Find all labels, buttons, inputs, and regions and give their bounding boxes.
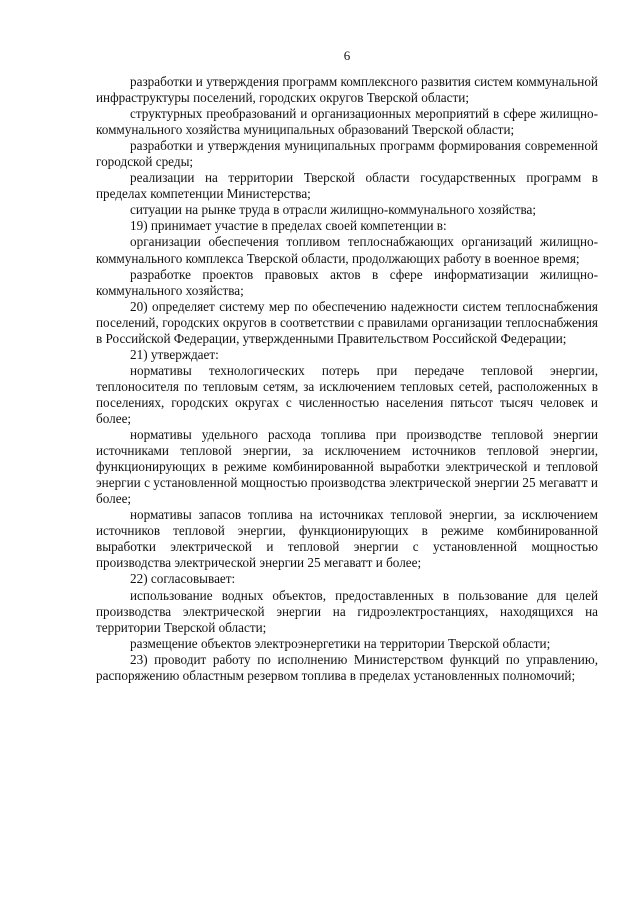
paragraph-fuel-supply: организации обеспечения топливом теплоснабжающих организаций жилищно-коммунального комплекса Тверской области, продолжающих работу в военное время; bbox=[96, 234, 598, 266]
paragraph-urban-environment-programs: разработки и утверждения муниципальных программ формирования современной городской среды; bbox=[96, 138, 598, 170]
paragraph-water-bodies: использование водных объектов, предоставленных в пользование для целей производства электрической энергии на гидроэлектростанциях, находящихся на территории Тверской области; bbox=[96, 587, 598, 635]
paragraph-item-23: 23) проводит работу по исполнению Министерством функций по управлению, распоряжению областным резервом топлива в пределах установленных полномочий; bbox=[96, 651, 598, 683]
paragraph-fuel-reserve-norms: нормативы запасов топлива на источниках тепловой энергии, за исключением источников тепловой энергии, функционирующих в режиме комбинированной выработки электрической и тепловой энергии с установленной мощностью производства электрической энергии 25 мегаватт и более; bbox=[96, 507, 598, 571]
paragraph-fuel-consumption-norms: нормативы удельного расхода топлива при производстве тепловой энергии источниками тепловой энергии, за исключением источников тепловой энергии, функционирующих в режиме комбинированной выработки электрической и тепловой энергии с установленной мощностью производства электрической энергии 25 мегаватт и более; bbox=[96, 427, 598, 507]
paragraph-item-21: 21) утверждает: bbox=[130, 346, 219, 362]
paragraph-informatization-acts: разработке проектов правовых актов в сфере информатизации жилищно-коммунального хозяйства; bbox=[96, 266, 598, 298]
paragraph-item-20: 20) определяет систему мер по обеспечению надежности систем теплоснабжения поселений, городских округов в соответствии с правилами организации теплоснабжения в Российской Федерации, утвержденными Правительством Российской Федерации; bbox=[96, 298, 598, 346]
paragraph-structural-reforms: структурных преобразований и организационных мероприятий в сфере жилищно-коммунального хозяйства муниципальных образований Тверской области; bbox=[96, 106, 598, 138]
document-page bbox=[96, 0, 598, 905]
paragraph-labor-market: ситуации на рынке труда в отрасли жилищно-коммунального хозяйства; bbox=[130, 202, 537, 218]
paragraph-state-programs: реализации на территории Тверской области государственных программ в пределах компетенции Министерства; bbox=[96, 170, 598, 202]
paragraph-item-19: 19) принимает участие в пределах своей компетенции в: bbox=[130, 218, 447, 234]
document-body bbox=[96, 74, 598, 684]
paragraph-heat-loss-norms: нормативы технологических потерь при передаче тепловой энергии, теплоносителя по тепловым сетям, за исключением тепловых сетей, расположенных в поселениях, городских округах с численностью населения пятьсот тысяч человек и более; bbox=[96, 362, 598, 426]
page-number: 6 bbox=[343, 48, 351, 63]
paragraph-program-development: разработки и утверждения программ комплексного развития систем коммунальной инфраструктуры поселений, городских округов Тверской области; bbox=[96, 74, 598, 106]
paragraph-power-facilities: размещение объектов электроэнергетики на территории Тверской области; bbox=[130, 635, 551, 651]
paragraph-item-22: 22) согласовывает: bbox=[130, 571, 236, 587]
